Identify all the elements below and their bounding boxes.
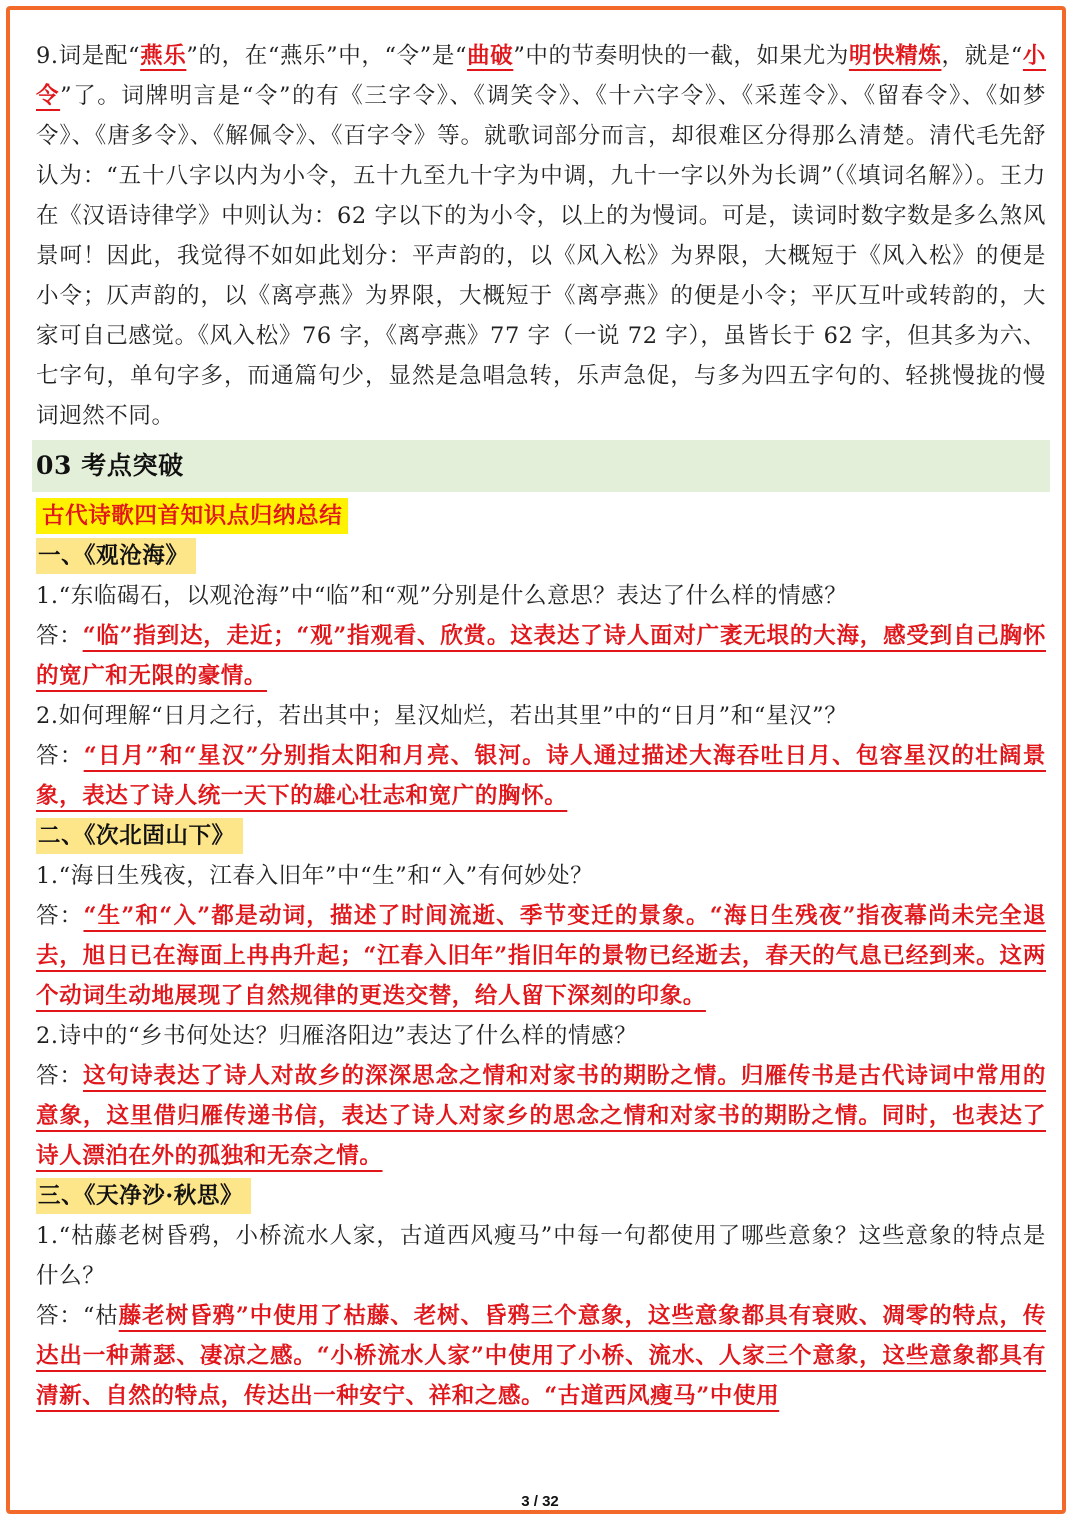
highlight-term: 明快精炼: [849, 43, 942, 69]
question: 1.“枯藤老树昏鸦，小桥流水人家，古道西风瘦马”中每一句都使用了哪些意象？这些意象的特点是什么？: [36, 1223, 1046, 1289]
answer-label: 答：: [36, 1063, 83, 1089]
answer-label: 答：“枯: [36, 1303, 119, 1329]
highlight-term: 燕乐: [140, 43, 187, 69]
answer-label: 答：: [36, 743, 84, 769]
intro-text: ”了。词牌明言是“令”的有《三字令》、《调笑令》、《十六字令》、《采莲令》、《留春令》、《如梦令》、《唐多令》、《解佩令》、《百字令》等。就歌词部分而言，却很难区分得那么清楚。清代毛先舒认为：“五十八字以内为小令，五十九至九十字为中调，九十一字以外为长调”（《填词名解》）。王力在《汉语诗律学》中则认为：62 字以下的为小令，以上的为慢词。可是，读词时数字数是多么煞风景呵！因此，我觉得不如如此划分：平声韵的，以《风入松》为界限，大概短于《风入松》的便是小令；仄声韵的，以《离亭燕》为界限，大概短于《离亭燕》的便是小令；平仄互叶或转韵的，大家可自己感觉。《风入松》76 字，《离亭燕》77 字（一说 72 字），虽皆长于 62 字，但其多为六、七字句，单句字多，而通篇句少，显然是急唱急转，乐声急促，与多为四五字句的、轻挑慢拢的慢词迥然不同。: [36, 83, 1046, 429]
poem-heading: 一、《观沧海》: [36, 538, 196, 574]
intro-text: ”中的节奏明快的一截，如果尤为: [513, 43, 849, 69]
poem-heading: 三、《天净沙·秋思》: [36, 1178, 251, 1214]
answer: [36, 616, 1046, 696]
intro-text: ”的，在“燕乐”中，“令”是“: [186, 43, 468, 69]
answer-text: 藤老树昏鸦”中使用了枯藤、老树、昏鸦三个意象，这些意象都具有衰败、凋零的特点，传达出一种萧瑟、凄凉之感。“小桥流水人家”中使用了小桥、流水、人家三个意象，这些意象都具有清新、自然的特点，传达出一种安宁、祥和之感。“古道西风瘦马”中使用: [36, 1303, 1046, 1409]
answer: [36, 1056, 1046, 1176]
answer-text: “生”和“入”都是动词，描述了时间流逝、季节变迁的景象。“海日生残夜”指夜幕尚未完全退去，旭日已在海面上冉冉升起；“江春入旧年”指旧年的景物已经逝去，春天的气息已经到来。这两个动词生动地展现了自然规律的更迭交替，给人留下深刻的印象。: [36, 903, 1046, 1009]
intro-text: 9.词是配“: [36, 43, 141, 69]
section-heading: 03 考点突破: [32, 440, 1050, 492]
answer-label: 答：: [36, 903, 84, 929]
question: 2.诗中的“乡书何处达？归雁洛阳边”表达了什么样的情感？: [36, 1023, 638, 1049]
highlight-term: 曲破: [467, 43, 514, 69]
intro-paragraph: [36, 36, 1046, 436]
question: 1.“海日生残夜，江春入旧年”中“生”和“入”有何妙处？: [36, 863, 594, 889]
question: 2.如何理解“日月之行，若出其中；星汉灿烂，若出其里”中的“日月”和“星汉”？: [36, 703, 848, 729]
section-subtitle: 古代诗歌四首知识点归纳总结: [36, 498, 348, 534]
answer: [36, 736, 1046, 816]
poem-heading: 二、《次北固山下》: [36, 818, 243, 854]
answer-text: 这句诗表达了诗人对故乡的深深思念之情和对家书的期盼之情。归雁传书是古代诗词中常用的意象，这里借归雁传递书信，表达了诗人对家乡的思念之情和对家书的期盼之情。同时，也表达了诗人漂泊在外的孤独和无奈之情。: [36, 1063, 1046, 1169]
answer-text: “临”指到达，走近；“观”指观看、欣赏。这表达了诗人面对广袤无垠的大海，感受到自己胸怀的宽广和无限的豪情。: [36, 623, 1046, 689]
answer: [36, 896, 1046, 1016]
question: 1.“东临碣石，以观沧海”中“临”和“观”分别是什么意思？表达了什么样的情感？: [36, 583, 848, 609]
answer: [36, 1296, 1046, 1416]
document-body: [36, 36, 1046, 1416]
page-number: 3 / 32: [521, 1493, 559, 1510]
answer-label: 答：: [36, 623, 83, 649]
intro-text: ，就是“: [941, 43, 1023, 69]
answer-text: “日月”和“星汉”分别指太阳和月亮、银河。诗人通过描述大海吞吐日月、包容星汉的壮阔景象，表达了诗人统一天下的雄心壮志和宽广的胸怀。: [36, 743, 1046, 809]
highlight-term: 小令: [36, 43, 1047, 109]
